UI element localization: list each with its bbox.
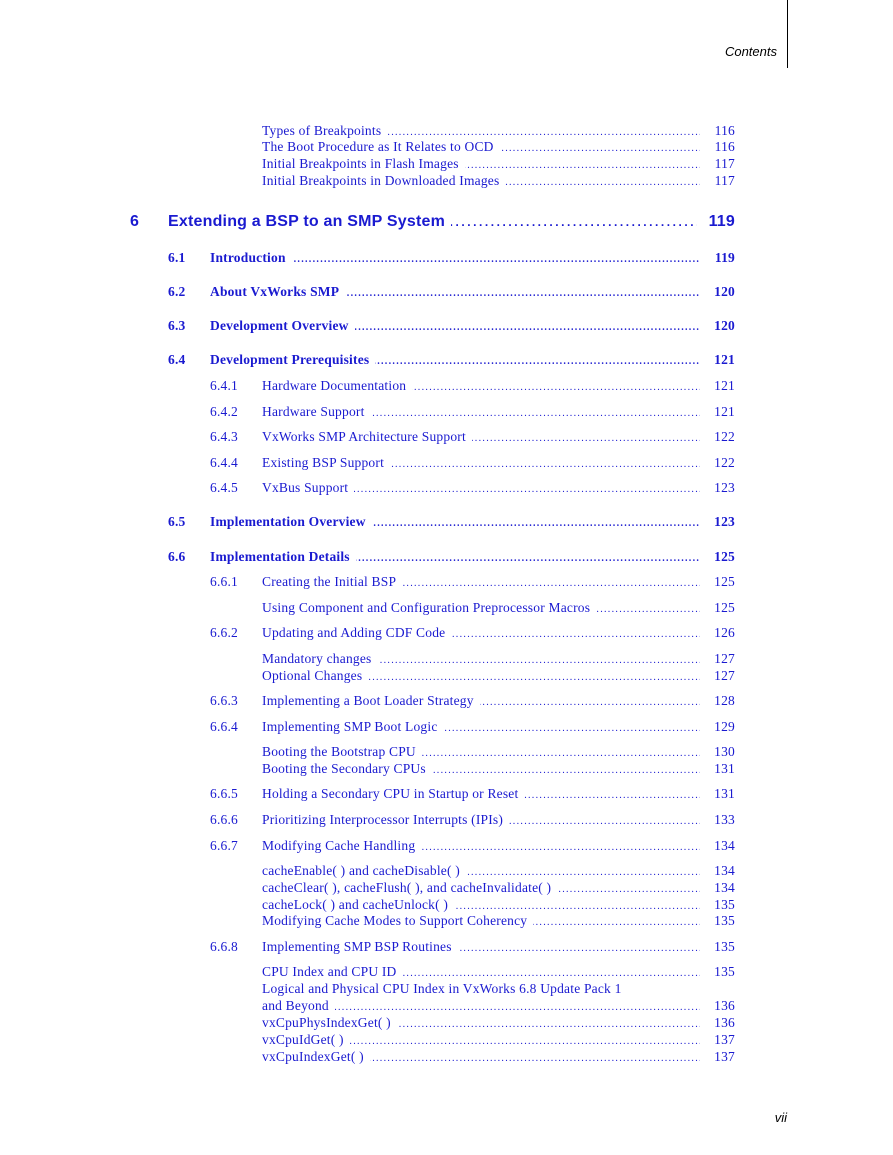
toc-subsection-entry[interactable] xyxy=(210,479,735,496)
toc-subsection-entry[interactable] xyxy=(210,624,735,641)
toc-topic-entry[interactable] xyxy=(262,997,735,1014)
toc-subsection-entry[interactable] xyxy=(210,718,735,735)
toc-entry-number: 6.6.3 xyxy=(210,693,238,708)
toc-entry-title: Booting the Secondary CPUs xyxy=(262,760,432,777)
toc-entry-page: 125 xyxy=(714,574,735,589)
toc-entry-number: 6.6.4 xyxy=(210,719,238,734)
page-number: vii xyxy=(774,1110,787,1125)
toc-entry-page: 137 xyxy=(714,1032,735,1047)
toc-entry-number: 6.5 xyxy=(168,514,186,529)
toc-entry-title: Modifying Cache Modes to Support Coherency xyxy=(262,912,533,929)
toc-topic-entry[interactable] xyxy=(262,743,735,760)
chapter-page: 119 xyxy=(708,213,735,230)
toc-entry-number: 6.4.5 xyxy=(210,480,238,495)
toc-entry-page: 135 xyxy=(714,939,735,954)
toc-entry-page: 120 xyxy=(714,318,735,333)
toc-entry-title: Initial Breakpoints in Flash Images xyxy=(262,155,465,172)
toc-entry-page: 135 xyxy=(714,897,735,912)
toc-entry-number: 6.6.8 xyxy=(210,939,238,954)
toc-entry-title: Holding a Secondary CPU in Startup or Reset xyxy=(262,785,524,802)
toc-subsection-entry[interactable] xyxy=(210,428,735,445)
toc-entry-title: Updating and Adding CDF Code xyxy=(262,624,451,641)
toc-topic-entry[interactable] xyxy=(262,862,735,879)
toc-entry-page: 128 xyxy=(714,693,735,708)
toc-topic-entry[interactable] xyxy=(262,1031,735,1048)
toc-entry-page: 126 xyxy=(714,625,735,640)
toc-section-entry[interactable] xyxy=(168,513,735,530)
toc-entry-page: 116 xyxy=(714,139,735,154)
toc-chapter-entry[interactable] xyxy=(130,211,735,232)
toc-entry-page: 136 xyxy=(714,998,735,1013)
toc-entry-number: 6.6.1 xyxy=(210,574,238,589)
toc-entry-title: cacheLock( ) and cacheUnlock( ) xyxy=(262,896,454,913)
toc-entry-number: 6.4 xyxy=(168,352,186,367)
toc-entry-title: CPU Index and CPU ID xyxy=(262,963,403,980)
toc-subsection-entry[interactable] xyxy=(210,785,735,802)
toc-entry-number: 6.6.5 xyxy=(210,786,238,801)
toc-entry-page: 137 xyxy=(714,1049,735,1064)
toc-entry-page: 134 xyxy=(714,880,735,895)
toc-entry-page: 125 xyxy=(714,600,735,615)
toc-entry-page: 134 xyxy=(714,838,735,853)
toc-entry-title: cacheEnable( ) and cacheDisable( ) xyxy=(262,862,466,879)
toc-entry-title: Modifying Cache Handling xyxy=(262,837,421,854)
toc-entry-page: 121 xyxy=(714,404,735,419)
toc-entry-title: Booting the Bootstrap CPU xyxy=(262,743,422,760)
toc-entry-number: 6.4.4 xyxy=(210,455,238,470)
toc-entry-page: 131 xyxy=(714,761,735,776)
toc-entry-page: 133 xyxy=(714,812,735,827)
toc-entry-number: 6.2 xyxy=(168,284,186,299)
toc-entry-number: 6.3 xyxy=(168,318,186,333)
toc-topic-entry[interactable] xyxy=(262,667,735,684)
toc-entry-title: Initial Breakpoints in Downloaded Images xyxy=(262,172,505,189)
toc-entry-page: 127 xyxy=(714,651,735,666)
toc-entry-number: 6.4.3 xyxy=(210,429,238,444)
toc-entry-title: Optional Changes xyxy=(262,667,368,684)
toc-entry[interactable] xyxy=(262,138,735,155)
toc-entry-page: 134 xyxy=(714,863,735,878)
toc-entry-title: Implementing SMP BSP Routines xyxy=(262,938,458,955)
toc-entry-number: 6.6.6 xyxy=(210,812,238,827)
toc-entry-number: 6.6.7 xyxy=(210,838,238,853)
toc-section-entry[interactable] xyxy=(168,351,735,368)
toc-entry-number: 6.6.2 xyxy=(210,625,238,640)
toc-topic-entry[interactable] xyxy=(262,760,735,777)
toc-subsection-entry[interactable] xyxy=(210,454,735,471)
toc-entry-page: 125 xyxy=(714,549,735,564)
toc-topic-entry[interactable] xyxy=(262,963,735,980)
toc-subsection-entry[interactable] xyxy=(210,692,735,709)
toc-entry-page: 121 xyxy=(714,352,735,367)
toc-topic-entry[interactable] xyxy=(262,1048,735,1065)
chapter-title: Extending a BSP to an SMP System xyxy=(168,211,451,232)
toc-entry-title: Using Component and Configuration Preprocessor Macros xyxy=(262,599,596,616)
toc-section-entry[interactable] xyxy=(168,317,735,334)
toc-entry-title: Implementing a Boot Loader Strategy xyxy=(262,692,480,709)
toc-entry-title: Hardware Support xyxy=(262,403,371,420)
toc-subsection-entry[interactable] xyxy=(210,811,735,828)
toc-topic-entry[interactable] xyxy=(262,879,735,896)
toc-entry-page: 119 xyxy=(714,250,735,265)
toc-entry-title: The Boot Procedure as It Relates to OCD xyxy=(262,138,500,155)
toc-entry-page: 121 xyxy=(714,378,735,393)
toc-entry-title: cacheClear( ), cacheFlush( ), and cacheInvalidate( ) xyxy=(262,879,557,896)
toc-entry-title: vxCpuIdGet( ) xyxy=(262,1031,350,1048)
toc-entry-title: About VxWorks SMP xyxy=(210,283,345,300)
toc-entry-page: 136 xyxy=(714,1015,735,1030)
toc-entry-page: 120 xyxy=(714,284,735,299)
toc-entry-title: Development Overview xyxy=(210,317,355,334)
toc-entry-title: Prioritizing Interprocessor Interrupts (IPIs) xyxy=(262,811,509,828)
toc-subsection-entry[interactable] xyxy=(210,403,735,420)
toc-entry[interactable] xyxy=(262,122,735,139)
running-header: Contents xyxy=(724,44,777,59)
toc-entry-page: 122 xyxy=(714,429,735,444)
toc-entry-title: Types of Breakpoints xyxy=(262,122,387,139)
toc-entry-page: 129 xyxy=(714,719,735,734)
toc-entry-page: 123 xyxy=(714,514,735,529)
toc-entry-title: Introduction xyxy=(210,249,292,266)
toc-entry-title: Logical and Physical CPU Index in VxWorks 6.8 Update Pack 1 xyxy=(262,980,628,997)
toc-entry-page: 117 xyxy=(714,173,735,188)
toc-section-entry[interactable] xyxy=(168,283,735,300)
toc-topic-entry[interactable] xyxy=(262,650,735,667)
toc-entry-number: 6.1 xyxy=(168,250,186,265)
toc-entry-title: Mandatory changes xyxy=(262,650,378,667)
toc-entry-page: 116 xyxy=(714,123,735,138)
toc-section-entry[interactable] xyxy=(168,548,735,565)
toc-entry-page: 122 xyxy=(714,455,735,470)
toc-entry[interactable] xyxy=(262,155,735,172)
toc-subsection-entry[interactable] xyxy=(210,837,735,854)
toc-entry-number: 6.6 xyxy=(168,549,186,564)
toc-entry-page: 131 xyxy=(714,786,735,801)
toc-entry-page: 127 xyxy=(714,668,735,683)
toc-entry-title: vxCpuPhysIndexGet( ) xyxy=(262,1014,397,1031)
toc-topic-entry[interactable] xyxy=(262,980,735,997)
toc-topic-entry[interactable] xyxy=(262,1014,735,1031)
toc-entry-title: Implementation Overview xyxy=(210,513,372,530)
toc-entry-page: 135 xyxy=(714,964,735,979)
toc-entry-title: VxWorks SMP Architecture Support xyxy=(262,428,472,445)
toc-entry-page: 130 xyxy=(714,744,735,759)
toc-entry[interactable] xyxy=(262,172,735,189)
toc-entry-number: 6.4.1 xyxy=(210,378,238,393)
toc-topic-entry[interactable] xyxy=(262,599,735,616)
toc-entry-title: VxBus Support xyxy=(262,479,354,496)
toc-entry-page: 135 xyxy=(714,913,735,928)
toc-entry-title: and Beyond xyxy=(262,997,335,1014)
toc-entry-page: 117 xyxy=(714,156,735,171)
toc-entry-title: Hardware Documentation xyxy=(262,377,412,394)
toc-entry-number: 6.4.2 xyxy=(210,404,238,419)
toc-entry-title: Development Prerequisites xyxy=(210,351,375,368)
toc-entry-page: 123 xyxy=(714,480,735,495)
toc-topic-entry[interactable] xyxy=(262,896,735,913)
toc-entry-title: Implementing SMP Boot Logic xyxy=(262,718,444,735)
toc-subsection-entry[interactable] xyxy=(210,377,735,394)
toc-topic-entry[interactable] xyxy=(262,912,735,929)
toc-entry-title: Creating the Initial BSP xyxy=(262,573,402,590)
toc-entry-title: vxCpuIndexGet( ) xyxy=(262,1048,370,1065)
chapter-number: 6 xyxy=(130,213,140,230)
toc-subsection-entry[interactable] xyxy=(210,573,735,590)
toc-entry-title: Existing BSP Support xyxy=(262,454,390,471)
toc-section-entry[interactable] xyxy=(168,249,735,266)
toc-subsection-entry[interactable] xyxy=(210,938,735,955)
toc-entry-title: Implementation Details xyxy=(210,548,356,565)
